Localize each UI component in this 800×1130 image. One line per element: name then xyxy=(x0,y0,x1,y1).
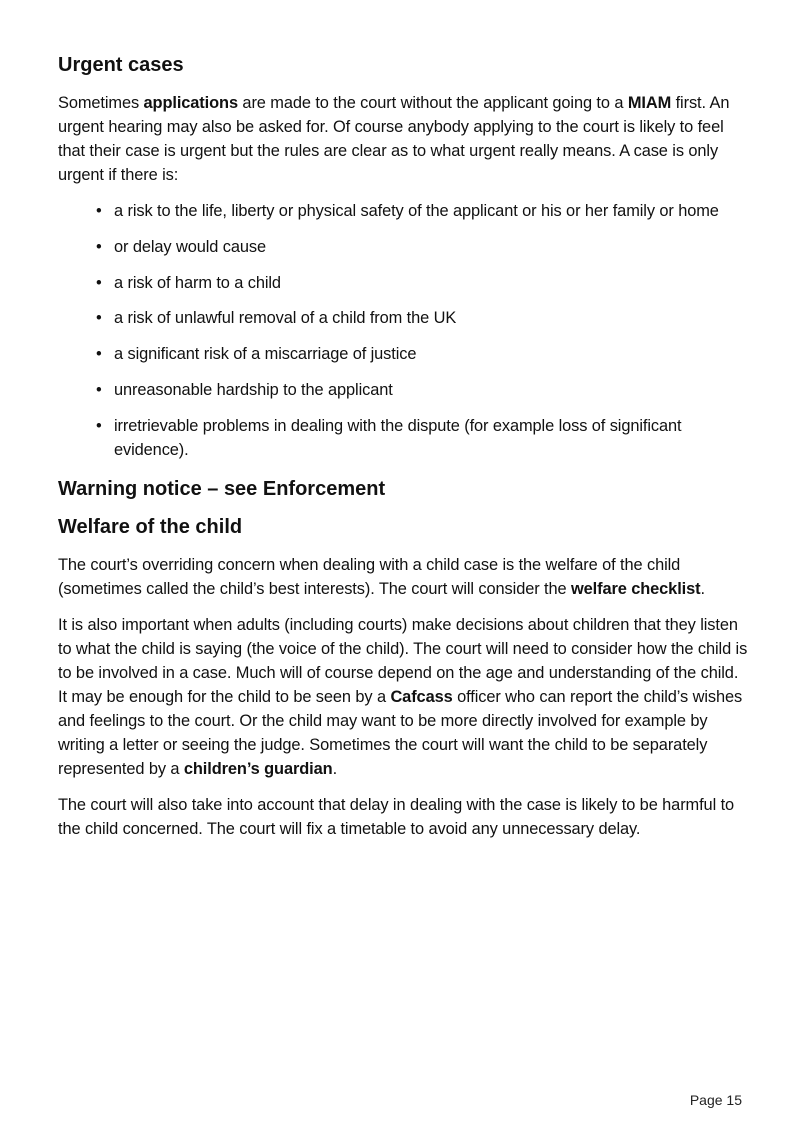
glossary-term: Cafcass xyxy=(390,687,453,706)
list-item xyxy=(96,378,748,402)
list-item-text: a risk of harm to a child xyxy=(114,273,281,292)
glossary-term: welfare checklist xyxy=(570,579,701,598)
list-item xyxy=(96,342,748,366)
welfare-paragraph-3: The court will also take into account that delay in dealing with the case is likely to be harmful to the child concerned. The court will fix a timetable to avoid any unnecessary delay. xyxy=(58,795,735,838)
list-item xyxy=(96,306,748,330)
bullet-icon: • xyxy=(96,273,102,292)
bullet-icon: • xyxy=(96,416,102,435)
list-item xyxy=(96,235,748,259)
list-item-text: or delay would cause xyxy=(114,237,266,256)
list-item-text: irretrievable problems in dealing with the dispute (for example loss of significant evidence). xyxy=(114,416,682,459)
bullet-icon: • xyxy=(96,202,102,220)
list-item-text: a risk of unlawful removal of a child from the UK xyxy=(114,309,457,328)
page-number: Page 15 xyxy=(689,1092,742,1108)
urgent-criteria-list xyxy=(58,199,748,462)
bullet-icon: • xyxy=(96,237,102,256)
glossary-term: MIAM xyxy=(627,94,672,112)
list-item-text: unreasonable hardship to the applicant xyxy=(114,380,393,399)
welfare-paragraph-1: The court’s overriding concern when dealing with a child case is the welfare of the child (sometimes called the child’s best interests). The court will consider the welfare checklist. xyxy=(58,555,705,598)
bullet-icon: • xyxy=(96,309,102,328)
list-item xyxy=(96,199,748,223)
list-item-text: a significant risk of a miscarriage of justice xyxy=(114,345,417,364)
section-heading-welfare-of-the-child: Welfare of the child xyxy=(58,515,243,538)
list-item xyxy=(96,414,748,462)
page-content xyxy=(58,52,748,853)
glossary-term: applications xyxy=(143,94,238,112)
list-item-text: a risk to the life, liberty or physical safety of the applicant or his or her family or home xyxy=(114,202,719,220)
bullet-icon: • xyxy=(96,345,102,364)
glossary-term: children’s guardian xyxy=(183,759,333,778)
bullet-icon: • xyxy=(96,380,102,399)
list-item xyxy=(96,271,748,295)
urgent-intro-paragraph: Sometimes applications are made to the court without the applicant going to a MIAM first. An urgent hearing may also be asked for. Of course anybody applying to the court is likely to feel that their case is urgent but the rules are clear as to what urgent really means. A case is only urgent if there is: xyxy=(58,94,730,184)
section-heading-urgent-cases: Urgent cases xyxy=(58,54,184,76)
section-heading-warning-notice: Warning notice – see Enforcement xyxy=(58,477,386,500)
welfare-paragraph-2: It is also important when adults (including courts) make decisions about children that they listen to what the child is saying (the voice of the child). The court will need to consider how the child is to be involved in a case. Much will of course depend on the age and understanding of the child. It may be enough for the child to be seen by a Cafcass officer who can report the child’s wishes and feelings to the court. Or the child may want to be more directly involved for example by writing a letter or seeing the judge. Sometimes the court will want the child to be separately represented by a children’s guardian. xyxy=(58,615,748,778)
